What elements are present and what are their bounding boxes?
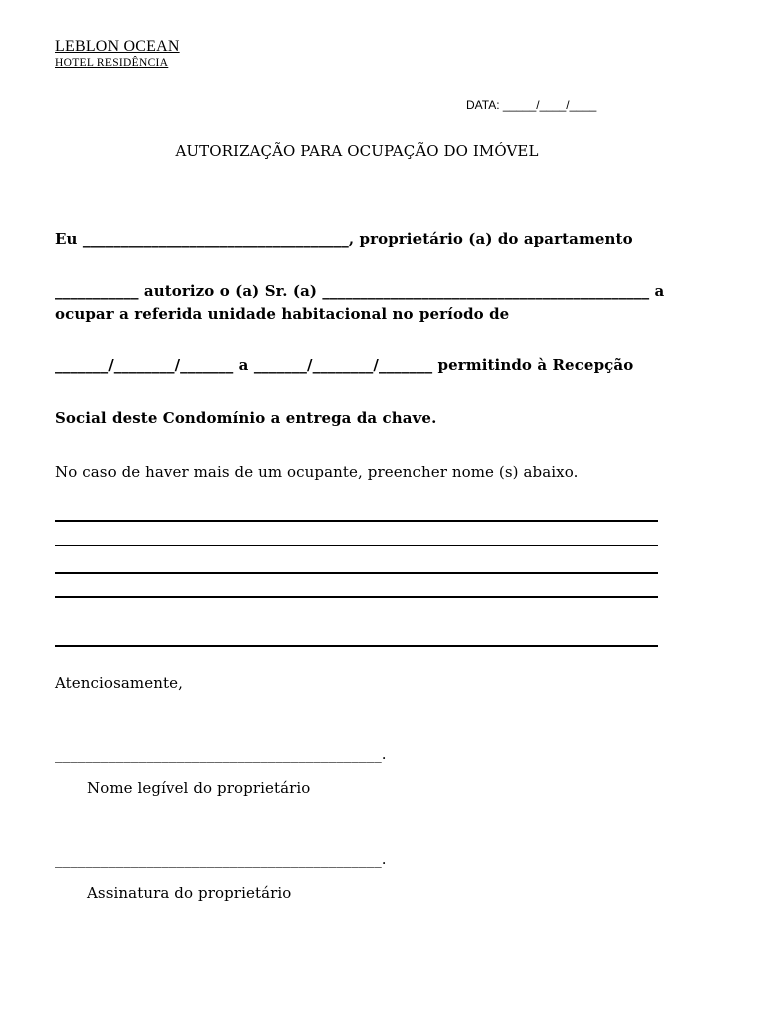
occupant-name-line-5: [55, 645, 658, 647]
date-field: DATA: _____/____/____: [466, 98, 597, 112]
paragraph-line-5: Social deste Condomínio a entrega da chave.: [55, 409, 437, 427]
occupants-note: No caso de haver mais de um ocupante, preencher nome (s) abaixo.: [55, 463, 579, 481]
occupant-name-line-3: [55, 572, 658, 574]
brand-subtitle: HOTEL RESIDÊNCIA: [55, 57, 169, 69]
brand-name: LEBLON OCEAN: [55, 38, 180, 55]
closing-text: Atenciosamente,: [55, 674, 183, 692]
paragraph-line-2: ___________ autorizo o (a) Sr. (a) ___________________________________________ a: [55, 282, 665, 300]
paragraph-line-1: Eu ___________________________________, proprietário (a) do apartamento: [55, 230, 633, 248]
paragraph-line-4: _______/________/_______ a _______/________/_______ permitindo à Recepção: [55, 356, 634, 374]
owner-name-blank: ___________________________________________.: [55, 745, 387, 763]
occupant-name-line-4: [55, 596, 658, 598]
occupant-name-line-1: [55, 520, 658, 522]
paragraph-line-3: ocupar a referida unidade habitacional no período de: [55, 305, 510, 323]
occupant-name-line-2: [55, 545, 658, 546]
owner-name-label: Nome legível do proprietário: [87, 779, 311, 797]
owner-signature-blank: ___________________________________________.: [55, 850, 387, 868]
owner-signature-label: Assinatura do proprietário: [87, 884, 292, 902]
document-title: AUTORIZAÇÃO PARA OCUPAÇÃO DO IMÓVEL: [175, 142, 539, 160]
